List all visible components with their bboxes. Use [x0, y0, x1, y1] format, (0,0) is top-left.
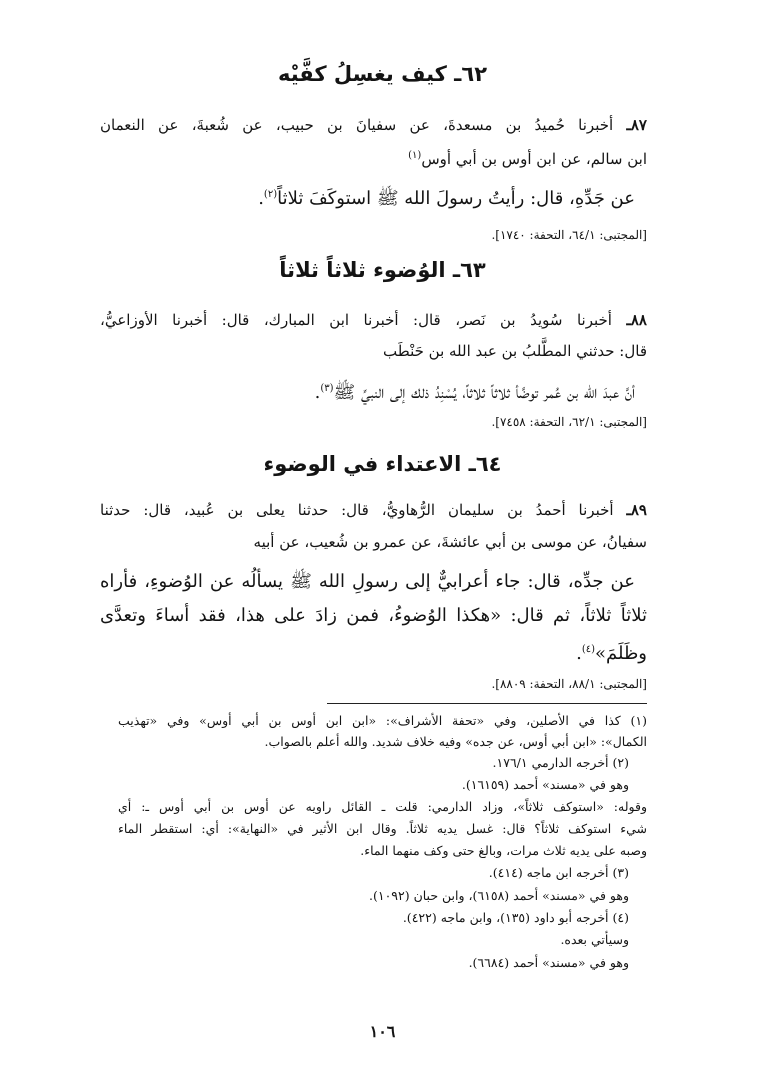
hadith-88-line-2: قال: حدثني المطَّلبُ بن عبد الله بن حَنْطَب — [383, 342, 647, 360]
footnote-divider — [327, 703, 647, 704]
footnote-marker-3[interactable]: (٣) — [320, 383, 334, 394]
footnote-marker-4[interactable]: (٤) — [581, 644, 596, 655]
footnote-line: (٢) أخرجه الدارمي ١٧٦/١. — [492, 755, 629, 770]
hadith-89-text-1: أخبرنا أحمدُ بن سليمان الرُّهاويُّ، قال: حدثنا يعلى بن عُبيد، قال: حدثنا — [100, 501, 614, 519]
hadith-87-line-1 — [100, 115, 647, 135]
footnote-line: (٣) أخرجه ابن ماجه (٤١٤). — [488, 865, 629, 880]
footnote-line: وهو في «مسند» أحمد (٦٦٨٤). — [468, 955, 629, 970]
hadith-88-number: ٨٨ـ — [626, 311, 647, 329]
footnote-line: وصبه على يديه ثلاث مرات، وبالغ حتى وكف منهما الماء. — [360, 843, 647, 858]
hadith-87-line-3 — [100, 183, 635, 211]
hadith-88-text-1: أخبرنا سُويدُ بن نَصر، قال: أخبرنا ابن المبارك، قال: أخبرنا الأوزاعيُّ، — [100, 311, 612, 329]
hadith-89-line-4: ثلاثاً ثلاثاً، ثم قال: «هكذا الوُضوءُ، فمن زادَ على هذا، فقد أساءَ وتعدَّى — [100, 605, 647, 626]
footnote-line: وهو في «مسند» أحمد (٦١٥٨)، وابن حبان (١٠٩٢). — [369, 888, 629, 903]
hadith-89-reference: [المجتبى: ٨٨/١، التحفة: ٨٨٠٩]. — [491, 677, 647, 691]
hadith-89-line-5 — [100, 638, 647, 666]
footnote-line: (٤) أخرجه أبو داود (١٣٥)، وابن ماجه (٤٢٢). — [402, 910, 629, 925]
section-62-title: ٦٢ـ كيف يغسِلُ كفَّيْه — [277, 62, 488, 86]
hadith-89-line-2: سفيانُ، عن موسى بن أبي عائشةَ، عن عمرو بن شُعيب، عن أبيه — [253, 533, 647, 551]
hadith-87-text-3: عن جَدِّهِ، قال: رأيتُ رسولَ الله ﷺ استوكَفَ ثلاثاً — [277, 188, 635, 209]
hadith-87-end: . — [258, 188, 264, 209]
hadith-89-line-1 — [100, 500, 647, 520]
hadith-87-text-2: ابن سالم، عن ابن أوس بن أبي أوس — [421, 150, 647, 168]
footnote-line: وهو في «مسند» أحمد (١٦١٥٩). — [461, 777, 629, 792]
footnote-marker-2[interactable]: (٢) — [263, 189, 278, 200]
hadith-88-text-3: أنَّ عبدَ الله بن عُمر توضَّأ ثلاثاً ثلاثاً، يُسْنِدُ ذلك إلى النبيِّ ﷺ — [333, 382, 635, 403]
hadith-88-reference: [المجتبى: ٦٢/١، التحفة: ٧٤٥٨]. — [491, 415, 647, 429]
hadith-89-line-3: عن جدِّه، قال: جاء أعرابيٌّ إلى رسولِ الله ﷺ يسألُه عن الوُضوءِ، فأراه — [100, 571, 635, 592]
footnote-line: شيء استوكف ثلاثاً؟ قال: غسل يديه ثلاثاً. وقال ابن الأثير في «النهاية»: أي: استقطر الماء — [118, 821, 647, 836]
footnote-line: (١) كذا في الأصلين، وفي «تحفة الأشراف»: «ابن ابن أوس بن أبي أوس» وفي «تهذيب — [118, 713, 647, 728]
hadith-87-reference: [المجتبى: ٦٤/١، التحفة: ١٧٤٠]. — [491, 228, 647, 242]
footnote-line: وقوله: «استوكف ثلاثاً»، وزاد الدارمي: قلت ـ القائل راويه عن أوس بن أبي أوس ـ: أي — [118, 799, 647, 814]
hadith-87-line-2 — [100, 146, 647, 169]
hadith-89-text-5: وظَلَمَ» — [595, 643, 647, 664]
hadith-88-line-3 — [100, 377, 635, 405]
section-63-title: ٦٣ـ الوُضوء ثلاثاً ثلاثاً — [279, 258, 486, 282]
hadith-89-number: ٨٩ـ — [626, 501, 647, 519]
section-64-title: ٦٤ـ الاعتداء في الوضوء — [263, 452, 502, 476]
footnote-marker-1[interactable]: (١) — [408, 150, 422, 161]
footnote-line: وسيأتي بعده. — [560, 932, 629, 947]
hadith-88-line-1 — [100, 310, 647, 330]
page-number: ١٠٦ — [369, 1022, 396, 1041]
hadith-87-text-1: أخبرنا حُميدُ بن مسعدةَ، عن سفيانَ بن حبيب، عن شُعبةَ، عن النعمان — [100, 116, 614, 134]
footnote-line: الكمال»: «ابن أبي أوس، عن جده» وفيه خلاف شديد. والله أعلم بالصواب. — [264, 734, 647, 749]
hadith-89-end: . — [576, 643, 582, 664]
hadith-87-number: ٨٧ـ — [626, 116, 647, 134]
hadith-88-end: . — [314, 382, 321, 403]
